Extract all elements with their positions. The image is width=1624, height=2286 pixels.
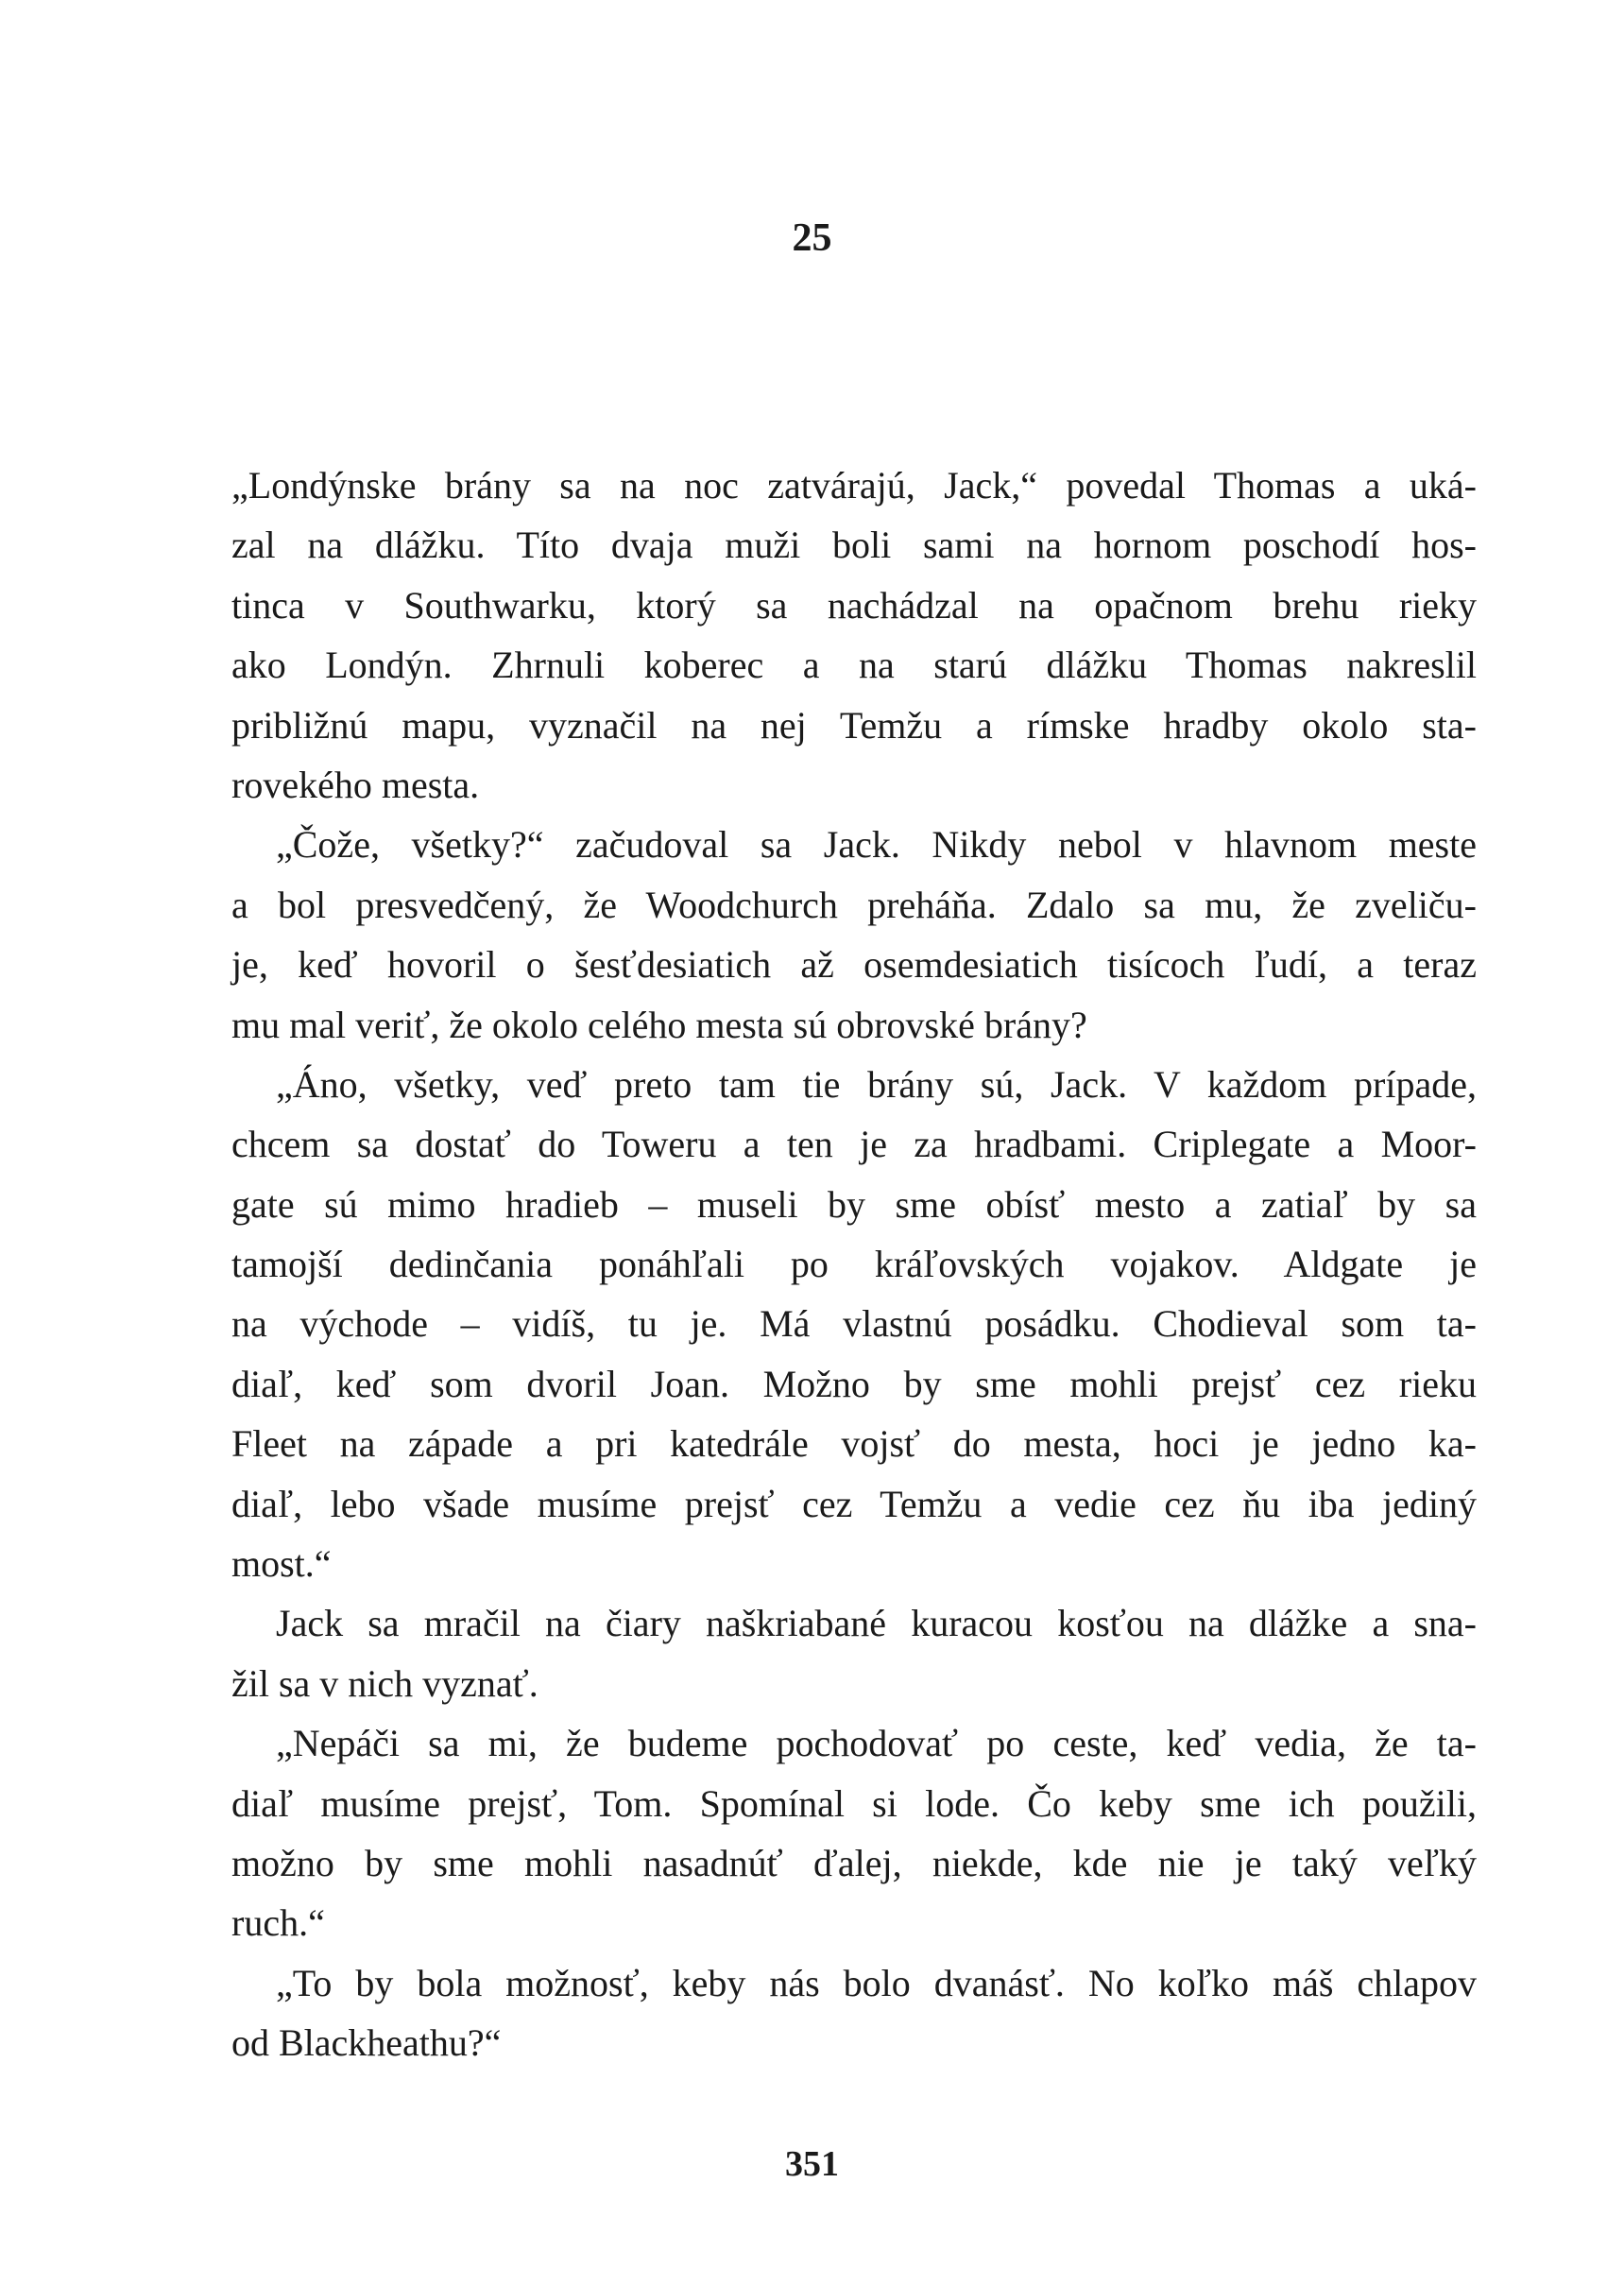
paragraph (231, 1593, 1477, 1713)
text-line: „Áno, všetky, veď preto tam tie brány sú, Jack. V každom prípade, (276, 1062, 1477, 1106)
text-line: „To by bola možnosť, keby nás bolo dvanásť. No koľko máš chlapov (276, 1961, 1477, 2004)
text-line: gate sú mimo hradieb – museli by sme obísť mesto a zatiaľ by sa (231, 1182, 1477, 1226)
text-line: zal na dlážku. Títo dvaja muži boli sami na hornom poschodí hos- (231, 524, 1477, 567)
chapter-number: 25 (792, 216, 832, 260)
text-line: na východe – vidíš, tu je. Má vlastnú posádku. Chodieval som ta- (231, 1302, 1477, 1346)
text-line: „Nepáči sa mi, že budeme pochodovať po ceste, keď vedia, že ta- (276, 1722, 1477, 1765)
text-line: „Čože, všetky?“ začudoval sa Jack. Nikdy nebol v hlavnom meste (276, 823, 1477, 867)
text-line: mu mal veriť, že okolo celého mesta sú obrovské brány? (231, 1003, 1087, 1046)
text-line: od Blackheathu?“ (231, 2021, 502, 2065)
text-line: diaľ musíme prejsť, Tom. Spomínal si lode. Čo keby sme ich použili, (231, 1781, 1477, 1825)
text-line: a bol presvedčený, že Woodchurch preháňa. Zdalo sa mu, že zveliču- (231, 883, 1477, 926)
text-line: žil sa v nich vyznať. (231, 1661, 538, 1705)
text-line: Jack sa mračil na čiary naškriabané kuracou kosťou na dlážke a sna- (276, 1602, 1477, 1645)
text-line: tamojší dedinčania ponáhľali po kráľovských vojakov. Aldgate je (231, 1243, 1477, 1286)
paragraph (231, 815, 1477, 1055)
text-line: Fleet na západe a pri katedrále vojsť do mesta, hoci je jedno ka- (231, 1422, 1477, 1466)
text-line: tinca v Southwarku, ktorý sa nachádzal na opačnom brehu rieky (231, 583, 1477, 627)
text-line: približnú mapu, vyznačil na nej Temžu a rímske hradby okolo sta- (231, 703, 1477, 747)
text-line: diaľ, lebo všade musíme prejsť cez Temžu a vedie cez ňu iba jediný (231, 1482, 1477, 1525)
paragraph (231, 1055, 1477, 1594)
text-line: most.“ (231, 1542, 332, 1586)
text-line: ako Londýn. Zhrnuli koberec a na starú dlážku Thomas nakreslil (231, 644, 1477, 687)
text-line: možno by sme mohli nasadnúť ďalej, niekde, kde nie je taký veľký (231, 1841, 1477, 1884)
text-line: rovekého mesta. (231, 763, 480, 806)
text-line: diaľ, keď som dvoril Joan. Možno by sme mohli prejsť cez rieku (231, 1362, 1477, 1405)
paragraph (231, 455, 1477, 815)
text-line: chcem sa dostať do Toweru a ten je za hradbami. Criplegate a Moor- (231, 1123, 1477, 1166)
paragraph (231, 1713, 1477, 1953)
page-number: 351 (785, 2144, 839, 2184)
paragraph (231, 1953, 1477, 2073)
text-line: je, keď hovoril o šesťdesiatich až osemdesiatich tisícoch ľudí, a teraz (231, 943, 1477, 987)
body-text (231, 455, 1477, 2073)
text-line: ruch.“ (231, 1901, 325, 1945)
text-line: „Londýnske brány sa na noc zatvárajú, Jack,“ povedal Thomas a uká- (231, 464, 1477, 507)
